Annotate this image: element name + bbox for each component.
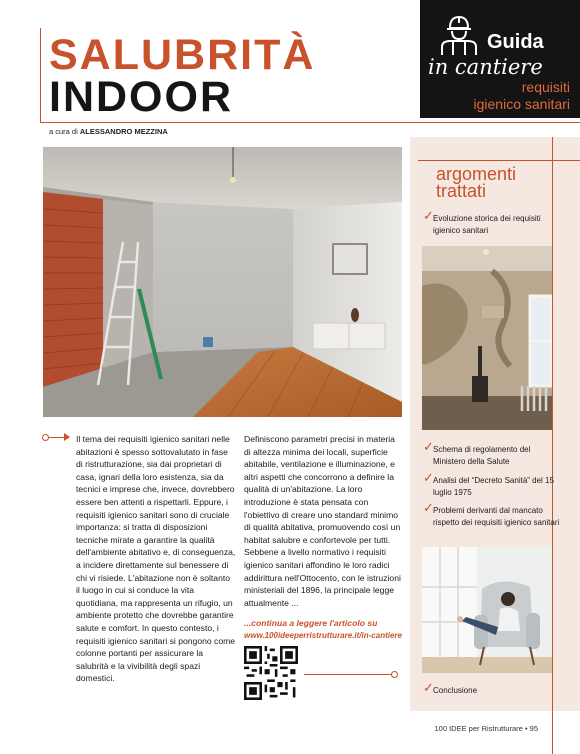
checkmark-icon: ✓ bbox=[423, 681, 434, 696]
header-horizontal-rule bbox=[40, 122, 580, 123]
sidebar-heading-line-2: trattati bbox=[436, 181, 487, 201]
old-room-illustration bbox=[422, 246, 552, 430]
old-room-window-photo bbox=[422, 246, 552, 430]
renovation-room-photo bbox=[43, 147, 402, 417]
guide-word: Guida bbox=[487, 31, 544, 53]
topic-item: ✓ Conclusione bbox=[423, 681, 478, 696]
sidebar-heading bbox=[436, 166, 516, 200]
topic-item: ✓ Schema di regolamento del Ministero della Salute bbox=[423, 440, 531, 466]
header-vertical-rule bbox=[40, 28, 41, 123]
topic-item: ✓ Problemi derivanti dal mancato rispetto dei requisiti igienico sanitari bbox=[423, 501, 560, 527]
woman-armchair-photo bbox=[422, 547, 552, 673]
guide-topic-line-2: igienico sanitari bbox=[473, 96, 570, 112]
page-footer: 100 IDEE per Ristrutturare • 95 bbox=[434, 724, 538, 733]
arrow-line-left bbox=[49, 437, 65, 438]
guide-topic-line-1: requisiti bbox=[521, 79, 570, 95]
topic-item: ✓ Evoluzione storica dei requisiti igienico sanitari bbox=[423, 209, 541, 235]
continue-reading-text: ...continua a leggere l'articolo su bbox=[244, 618, 378, 628]
arrow-line-right bbox=[304, 674, 392, 675]
topic-item: ✓ Analisi del “Decreto Sanità” del 15 luglio 1975 bbox=[423, 471, 554, 497]
title-line-2: INDOOR bbox=[49, 73, 233, 121]
sidebar-heading-line-1: argomenti bbox=[436, 164, 517, 184]
byline-author: ALESSANDRO MEZZINA bbox=[79, 127, 168, 136]
builder-helmet-icon bbox=[436, 14, 482, 56]
arrowhead-left bbox=[64, 433, 70, 441]
byline bbox=[49, 127, 168, 136]
checkmark-icon: ✓ bbox=[423, 501, 434, 516]
guide-topic bbox=[474, 79, 571, 113]
title-line-1: SALUBRITÀ bbox=[49, 31, 316, 79]
checkmark-icon: ✓ bbox=[423, 471, 434, 486]
guide-subtitle: in cantiere bbox=[428, 55, 543, 79]
arrow-ring-left bbox=[42, 434, 49, 441]
checkmark-icon: ✓ bbox=[423, 440, 434, 455]
article-column-2: Definiscono parametri precisi in materia di altezza minima dei locali, superficie abitabile, ventilazione e illuminazione, e altri aspetti che concorrono a definire la qualità di un'abitazione. La loro introduzione è stata pensata con l'obiettivo di creare uno standard minimo di qualità abitativa, promuovendo così un habitat salubre e confortevole per tutti. Sebbene a livello normativo i requisiti igienico sanitari affondino le loro radici addirittura nell'Ottocento, con le istruzioni ministeriali del 1896, la principale legge attualmente ... bbox=[244, 434, 401, 608]
guide-in-cantiere-box bbox=[420, 0, 580, 118]
byline-prefix: a cura di bbox=[49, 127, 78, 136]
qr-code-icon[interactable] bbox=[244, 646, 298, 700]
checkmark-icon: ✓ bbox=[423, 209, 434, 224]
armchair-illustration bbox=[422, 547, 552, 673]
article-url-link[interactable]: www.100ideeperristrutturare.it/in-cantiere bbox=[244, 631, 402, 640]
sidebar-heading-rule bbox=[418, 160, 580, 161]
article-column-1: Il tema dei requisiti igienico sanitari nelle abitazioni è spesso sottovalutato in fase di ristrutturazione, sia dai proprietari di casa, ignari della loro esistenza, sia da tecnici e imprese che, invece, dovrebbero essere ben attenti a rispettarli. Eppure, i requisiti igienico sanitari sono di cruciale importanza: si tratta di disposizioni tecniche mirate a garantire la qualità dell'ambiente abitativo e, di conseguenza, a incidere direttamente sul benessere di chi vi risiede. L'abitazione non è soltanto il luogo in cui si conduce la vita quotidiana, ma rappresenta un rifugio, un ambiente protetto che dovrebbe garantire salute e comfort. In questo contesto, i requisiti igienico sanitari si pongono come colonne portanti per assicurare la salubrità e la vivibilità degli spazi domestici. bbox=[76, 434, 236, 684]
renovation-room-illustration bbox=[43, 147, 402, 417]
arrow-ring-right bbox=[391, 671, 398, 678]
